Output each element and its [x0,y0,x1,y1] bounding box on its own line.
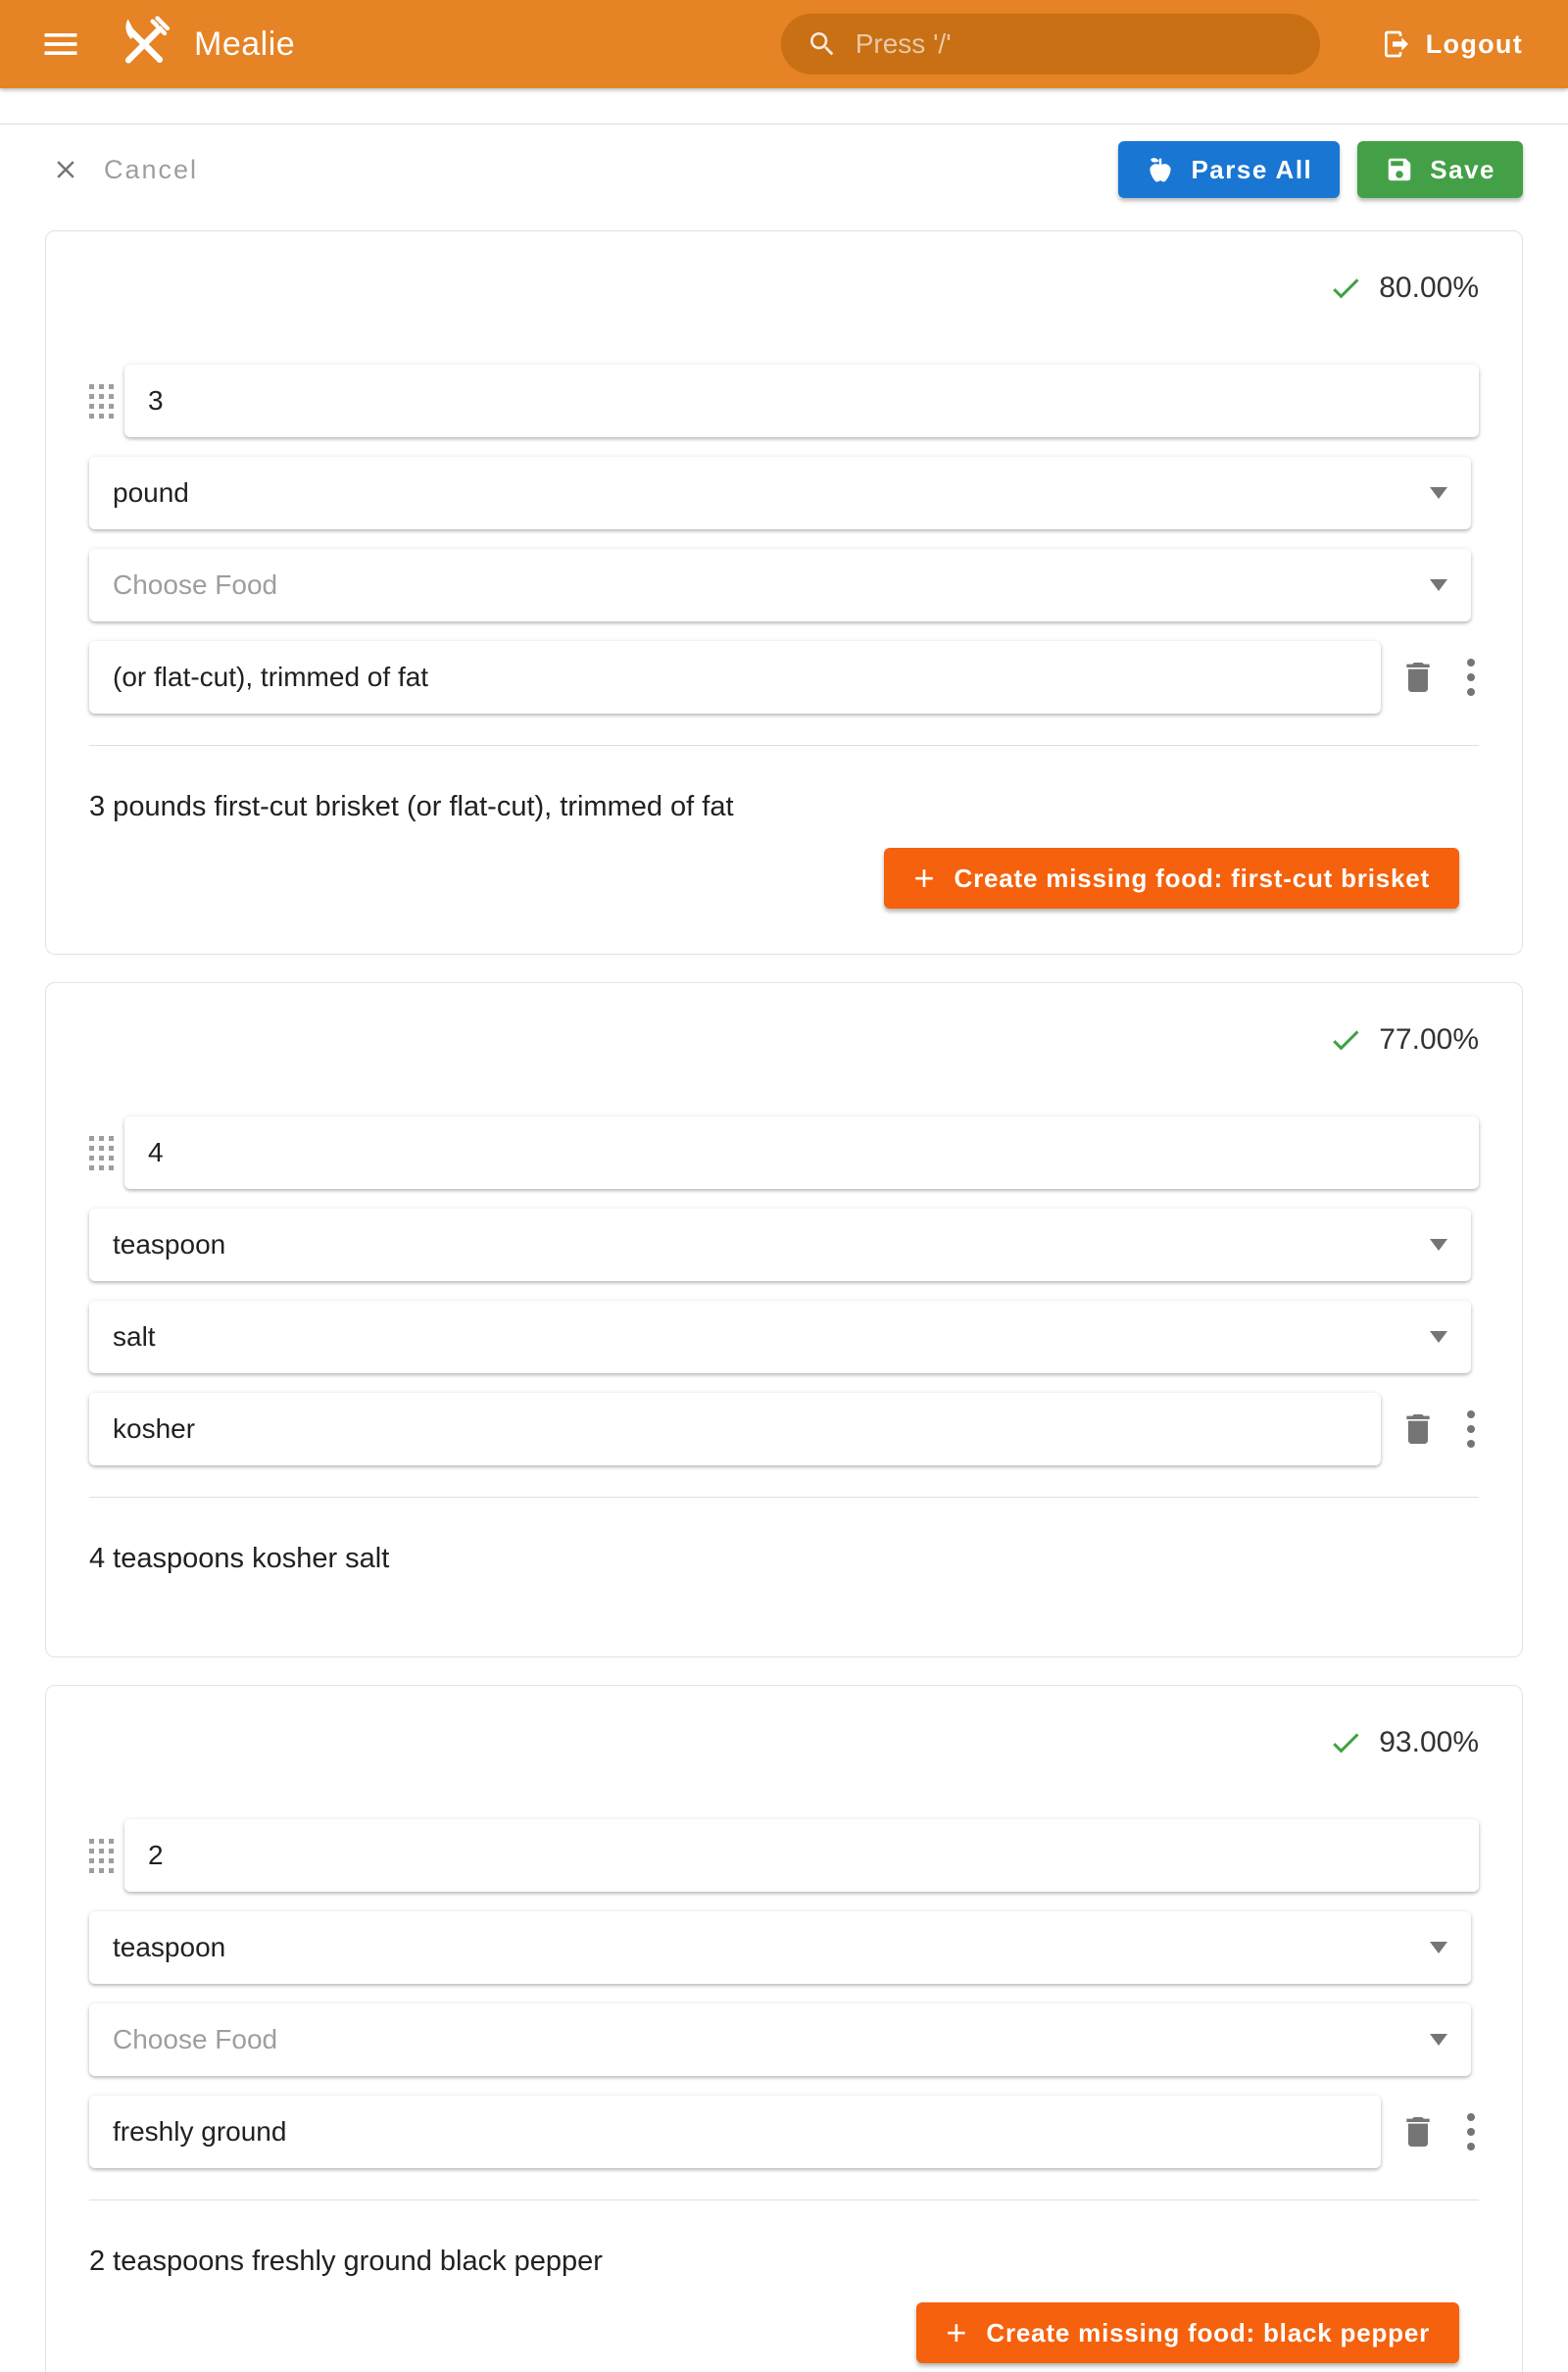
plus-icon: + [946,2312,967,2352]
mealie-logo-icon [116,14,172,75]
note-row [89,641,1479,714]
card-divider [89,745,1479,746]
parse-all-button[interactable] [1118,141,1340,198]
drag-handle-icon[interactable] [89,384,115,419]
logout-icon [1381,28,1412,60]
more-options-button[interactable] [1463,1407,1479,1452]
unit-select[interactable] [89,1209,1471,1281]
note-actions [1398,1407,1479,1452]
missing-food-row [89,2302,1479,2363]
food-select[interactable] [89,549,1471,621]
quantity-row [89,1116,1479,1189]
original-ingredient-text: 4 teaspoons kosher salt [89,1543,390,1574]
ingredient-parser-page [0,136,1568,2372]
create-missing-food-button[interactable] [916,2302,1459,2363]
confidence-row [89,1018,1479,1062]
parse-all-label: Parse All [1191,154,1313,184]
logout-button[interactable] [1375,27,1529,61]
note-input[interactable] [89,1393,1381,1465]
missing-food-row [89,848,1479,909]
chevron-down-icon [1430,1239,1447,1251]
trash-icon [1398,1409,1438,1449]
quantity-input[interactable] [124,365,1479,437]
unit-select[interactable] [89,457,1471,529]
check-icon [1328,1022,1363,1058]
chevron-down-icon [1430,1331,1447,1343]
note-row [89,2096,1479,2168]
app-bar [0,0,1568,88]
delete-button[interactable] [1398,2112,1438,2151]
note-actions [1398,2109,1479,2154]
original-ingredient-text: 3 pounds first-cut brisket (or flat-cut), trimmed of fat [89,791,734,822]
food-value: salt [113,1321,156,1352]
chevron-down-icon [1430,579,1447,591]
chevron-down-icon [1430,1942,1447,1953]
ingredient-card [45,982,1523,1657]
cancel-label: Cancel [104,154,199,184]
quantity-input[interactable] [124,1819,1479,1892]
save-icon [1385,155,1414,184]
ingredient-card [45,1685,1523,2372]
cancel-button[interactable] [45,155,204,185]
quantity-row [89,365,1479,437]
delete-button[interactable] [1398,1409,1438,1449]
card-divider [89,1497,1479,1498]
unit-value: pound [113,477,189,508]
hamburger-menu-icon [39,23,82,66]
ingredient-card [45,230,1523,955]
card-divider [89,2199,1479,2200]
food-placeholder: Choose Food [113,2024,278,2054]
plus-icon: + [913,858,935,898]
food-placeholder: Choose Food [113,569,278,600]
search-icon [807,28,838,60]
drag-handle-icon[interactable] [89,1136,115,1170]
trash-icon [1398,2112,1438,2151]
chevron-down-icon [1430,487,1447,499]
menu-button[interactable] [39,23,82,66]
search-input[interactable] [854,27,1295,61]
note-input[interactable] [89,2096,1381,2168]
note-input[interactable] [89,641,1381,714]
confidence-value: 93.00% [1379,1726,1479,1758]
unit-value: teaspoon [113,1932,226,1962]
check-icon [1328,1725,1363,1760]
note-row [89,1393,1479,1465]
trash-icon [1398,658,1438,697]
confidence-value: 80.00% [1379,272,1479,304]
original-ingredient-text: 2 teaspoons freshly ground black pepper [89,2246,603,2277]
search-bar[interactable] [781,14,1320,74]
chevron-down-icon [1430,2034,1447,2046]
more-options-button[interactable] [1463,2109,1479,2154]
unit-value: teaspoon [113,1229,226,1260]
drag-handle-icon[interactable] [89,1839,115,1873]
app-title: Mealie [194,25,296,63]
create-missing-food-label: Create missing food: first-cut brisket [954,863,1430,893]
save-label: Save [1430,154,1495,184]
confidence-value: 77.00% [1379,1023,1479,1056]
unit-select[interactable] [89,1911,1471,1984]
food-select[interactable] [89,1301,1471,1373]
food-select[interactable] [89,2003,1471,2076]
confidence-row [89,267,1479,310]
more-options-button[interactable] [1463,655,1479,700]
create-missing-food-label: Create missing food: black pepper [986,2317,1430,2347]
check-icon [1328,271,1363,306]
confidence-row [89,1721,1479,1764]
note-actions [1398,655,1479,700]
close-icon [51,155,80,184]
save-button[interactable] [1357,141,1523,198]
action-row [45,136,1523,203]
quantity-row [89,1819,1479,1892]
delete-button[interactable] [1398,658,1438,697]
logout-label: Logout [1425,28,1523,59]
create-missing-food-button[interactable] [884,848,1459,909]
quantity-input[interactable] [124,1116,1479,1189]
apple-icon [1146,155,1175,184]
